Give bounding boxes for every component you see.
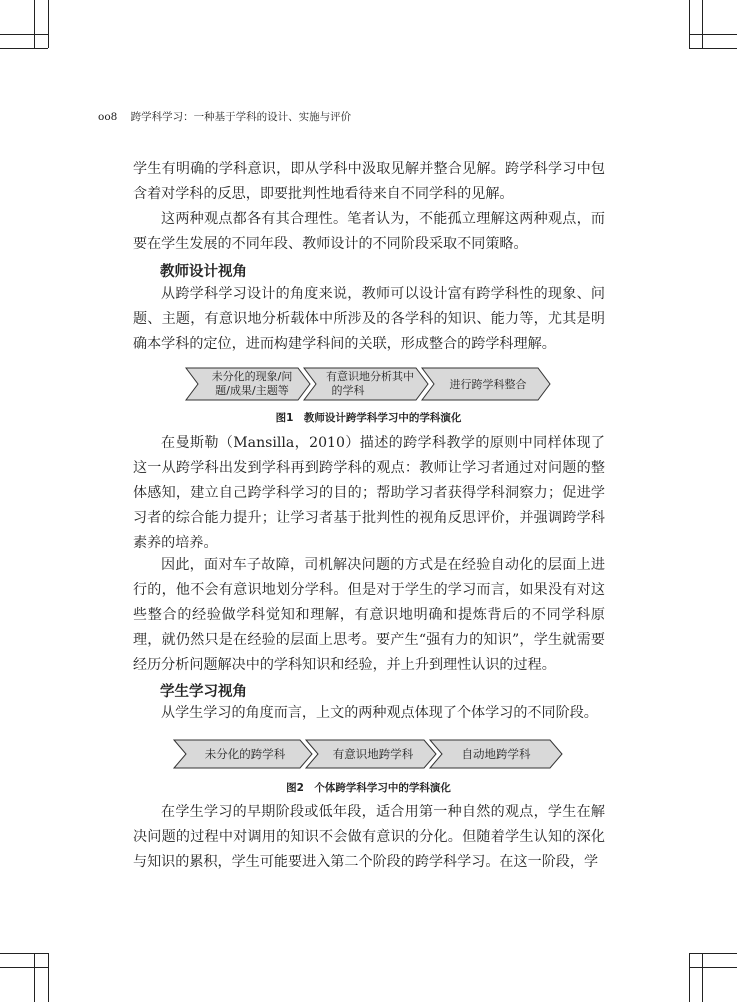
- crop-mark-top-right-inner: [689, 0, 690, 48]
- book-title: 跨学科学习：一种基于学科的设计、实施与评价: [130, 111, 352, 123]
- crop-mark-bottom-right: [702, 953, 703, 1002]
- crop-mark-top-left: [0, 34, 48, 35]
- figure-2-step-1-label: 未分化的跨学科: [204, 747, 286, 761]
- crop-mark-bottom-left: [0, 953, 48, 954]
- crop-mark-top-left-inner: [48, 0, 49, 48]
- figure-2-flow-diagram: [170, 738, 570, 770]
- crop-mark-bottom-left: [48, 953, 49, 1002]
- crop-mark-bottom-left: [0, 967, 48, 968]
- paragraph-2: 这两种观点都各有其合理性。笔者认为，不能孤立理解这两种观点，而要在学生发展的不同年段、教师设计的不同阶段采取不同策略。: [133, 211, 605, 252]
- figure-2-step-3-label: 自动地跨学科: [461, 747, 531, 761]
- crop-mark-top-right: [702, 0, 703, 48]
- figure-1-step-1-line-2: 题/成果/主题等: [215, 384, 289, 397]
- crop-mark-top-left-inner: [0, 48, 48, 49]
- paragraph-3: 从跨学科学习设计的角度来说，教师可以设计富有跨学科性的现象、问题、主题，有意识地分析载体中所涉及的各学科的知识、能力等，尤其是明确本学科的定位，进而构建学科间的关联，形成整合的跨学科理解。: [133, 286, 605, 352]
- crop-mark-top-right-inner: [689, 48, 737, 49]
- crop-mark-bottom-right: [689, 953, 737, 954]
- paragraph-1: 学生有明确的学科意识，即从学科中汲取见解并整合见解。跨学科学习中包含着对学科的反思，即要批判性地看待来自不同学科的见解。: [133, 161, 605, 202]
- crop-mark-bottom-right: [689, 953, 690, 1002]
- figure-1-step-2-line-1: 有意识地分析其中: [326, 370, 414, 383]
- figure-1-step-1-line-1: 未分化的现象/问: [211, 370, 293, 383]
- figure-2-step-2-label: 有意识地跨学科: [332, 747, 414, 761]
- page-number: oo8: [98, 111, 118, 123]
- paragraph-4: 在曼斯勒（Mansilla，2010）描述的跨学科教学的原则中同样体现了这一从跨学科出发到学科再到跨学科的观点：教师让学习者通过对问题的整体感知，建立自己跨学科学习的目的；帮助学习者获得学科洞察力；促进学习者的综合能力提升；让学习者基于批判性的视角反思评价，并强调跨学科素养的培养。: [133, 435, 605, 551]
- crop-mark-bottom-right: [689, 967, 737, 968]
- running-header: [98, 109, 351, 124]
- paragraph-7: 在学生学习的早期阶段或低年段，适合用第一种自然的观点，学生在解决问题的过程中对调用的知识不会做有意识的分化。但随着学生认知的深化与知识的累积，学生可能要进入第二个阶段的跨学科学习。在这一阶段，学: [133, 804, 605, 870]
- figure-1-caption: 图1 教师设计跨学科学习中的学科演化: [275, 412, 462, 424]
- paragraph-6: 从学生学习的角度而言，上文的两种观点体现了个体学习的不同阶段。: [161, 705, 598, 721]
- figure-2-caption: 图2 个体跨学科学习中的学科演化: [286, 782, 451, 794]
- figure-1-flow-diagram: [180, 366, 555, 402]
- paragraph-5: 因此，面对车子故障，司机解决问题的方式是在经验自动化的层面上进行的，他不会有意识地划分学科。但是对于学生的学习而言，如果没有对这些整合的经验做学科觉知和理解，有意识地明确和提炼背后的不同学科原理，就仍然只是在经验的层面上思考。要产生“强有力的知识”，学生就需要经历分析问题解决中的学科知识和经验，并上升到理性认识的过程。: [133, 557, 605, 673]
- section-heading-student-learning: 学生学习视角: [160, 684, 247, 700]
- figure-1-step-2-line-2: 的学科: [331, 384, 365, 397]
- figure-1-step-3-label: 进行跨学科整合: [449, 378, 527, 391]
- section-heading-teacher-design: 教师设计视角: [160, 264, 247, 280]
- crop-mark-bottom-left: [34, 953, 35, 1002]
- crop-mark-top-right: [689, 34, 737, 35]
- crop-mark-top-left: [34, 0, 35, 48]
